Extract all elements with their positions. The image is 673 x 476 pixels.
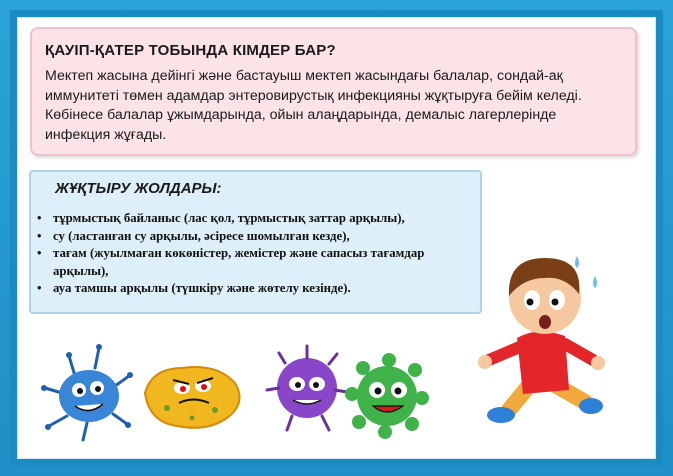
purple-germ-icon [267,346,347,430]
transmission-routes-title: ЖҰҚТЫРУ ЖОЛДАРЫ: [55,180,222,197]
germs-and-boy-illustration [17,218,656,459]
bullet-icon: • [37,281,42,295]
route-text: ауа тамшы арқылы (түшкіру және жөтелу кезінде). [53,281,351,295]
route-text: тағам (жуылмаған көкөністер, жемістер және сапасыз тағамдар арқылы), [53,246,425,278]
green-germ-icon [345,353,429,439]
route-text: су (ластанған су арқылы, әсіресе шомылған кезде), [53,228,350,243]
risk-group-title: ҚАУІП-ҚАТЕР ТОБЫНДА КІМДЕР БАР? [45,42,336,59]
bullet-icon: • [37,246,42,260]
risk-group-box [30,27,637,156]
blue-germ-icon [41,344,133,440]
risk-group-text: Мектеп жасына дейінгі және бастауыш мектеп жасындағы балалар, сондай-ақ иммунитеті төмен адамдар энтеровирустық инфекцияны жұқтыруға бейім келеді. Көбінесе балалар ұжымдарында, ойын алаңдарында, демалыс лагерлерінде инфекция жұғады. [45,68,582,143]
bullet-icon: • [37,211,42,225]
running-boy-icon [478,256,605,423]
bullet-icon: • [37,228,42,243]
route-text: тұрмыстық байланыс (лас қол, тұрмыстық заттар арқылы), [53,211,405,225]
yellow-germ-icon [145,367,240,428]
